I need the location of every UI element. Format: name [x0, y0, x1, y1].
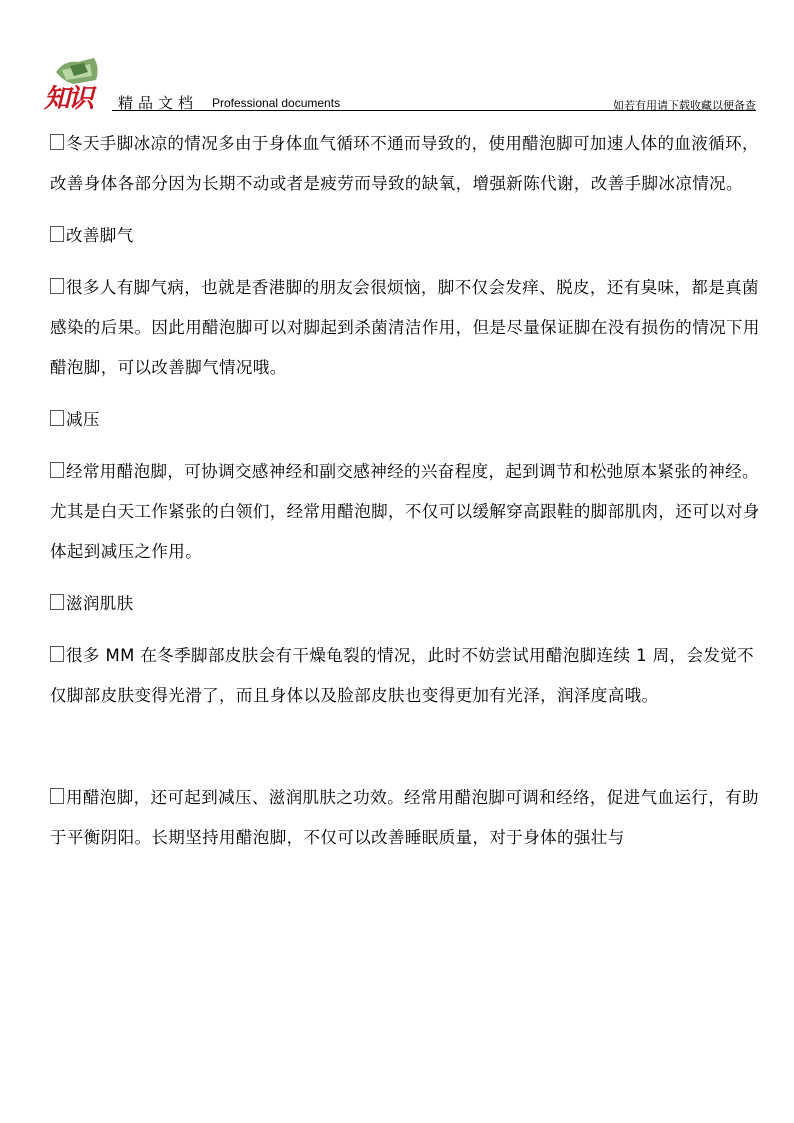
checkbox-glyph-icon	[50, 410, 64, 426]
header-divider	[112, 110, 756, 111]
section-heading: 改善脚气	[50, 216, 770, 256]
paragraph: 用醋泡脚，还可起到减压、滋润肌肤之功效。经常用醋泡脚可调和经络，促进气血运行，有助于平衡阴阳。长期坚持用醋泡脚，不仅可以改善睡眠质量，对于身体的强壮与	[50, 788, 759, 847]
header-title: 精品文档	[118, 94, 199, 112]
header-subtitle: Professional documents	[212, 96, 341, 110]
header-note: 如若有用请下载收藏以便备查	[613, 99, 756, 112]
checkbox-glyph-icon	[50, 594, 64, 610]
paragraph: 冬天手脚冰凉的情况多由于身体血气循环不通而导致的，使用醋泡脚可加速人体的血液循环，改善身体各部分因为长期不动或者是疲劳而导致的缺氧，增强新陈代谢，改善手脚冰凉情况。	[50, 134, 759, 193]
paragraph: 很多 MM 在冬季脚部皮肤会有干燥龟裂的情况，此时不妨尝试用醋泡脚连续 1 周，会发觉不仅脚部皮肤变得光滑了，而且身体以及脸部皮肤也变得更加有光泽，润泽度高哦。	[50, 646, 755, 705]
checkbox-glyph-icon	[50, 134, 64, 150]
checkbox-glyph-icon	[50, 462, 64, 478]
checkbox-glyph-icon	[50, 226, 64, 242]
section-heading: 滋润肌肤	[50, 584, 770, 624]
checkbox-glyph-icon	[50, 278, 64, 294]
logo-text: 知识	[44, 84, 93, 114]
spacer	[50, 728, 770, 778]
section-heading: 减压	[50, 400, 770, 440]
checkbox-glyph-icon	[50, 646, 64, 662]
paragraph: 很多人有脚气病，也就是香港脚的朋友会很烦恼，脚不仅会发痒、脱皮，还有臭味，都是真菌感染的后果。因此用醋泡脚可以对脚起到杀菌清洁作用，但是尽量保证脚在没有损伤的情况下用醋泡脚，可以改善脚气情况哦。	[50, 278, 760, 377]
page-header	[0, 0, 794, 112]
checkbox-glyph-icon	[50, 788, 64, 804]
document-body	[50, 124, 770, 870]
paragraph: 经常用醋泡脚，可协调交感神经和副交感神经的兴奋程度，起到调节和松弛原本紧张的神经。尤其是白天工作紧张的白领们，经常用醋泡脚，不仅可以缓解穿高跟鞋的脚部肌肉，还可以对身体起到减压之作用。	[50, 462, 760, 561]
